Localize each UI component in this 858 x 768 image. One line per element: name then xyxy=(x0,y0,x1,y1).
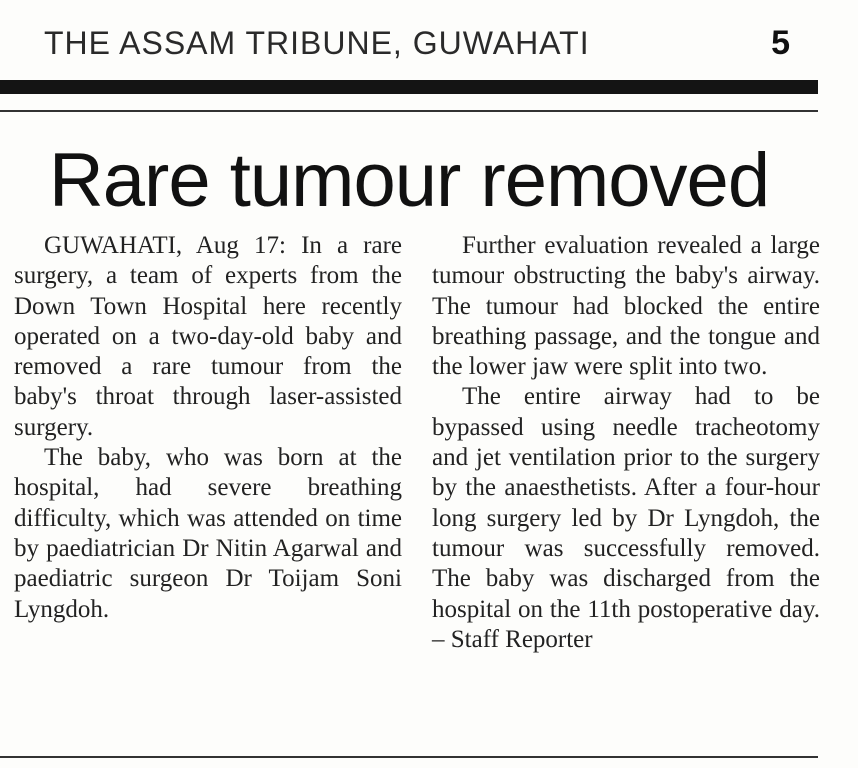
page-number: 5 xyxy=(771,23,790,62)
article-paragraph-4: The entire airway had to be bypassed using needle tracheotomy and jet ventilation prior to the surgery by the anaesthetists. After a four-hour long surgery led by Dr Lyngdoh, the tumour was successfully removed. The baby was discharged from the hospital on the 11th postoperative day. – Staff Reporter xyxy=(432,383,820,653)
article-headline: Rare tumour removed xyxy=(48,138,770,223)
dateline: GUWAHATI, Aug 17: xyxy=(44,232,286,259)
article-paragraph-2: The baby, who was born at the hospital, had severe breathing difficulty, which was attended on time by paediatrician Dr Nitin Agarwal and paediatric surgeon Dr Toijam Soni Lyngdoh. xyxy=(14,444,402,623)
article-paragraph-1 xyxy=(14,231,402,443)
article-column-right xyxy=(432,231,820,655)
paragraph-1-text: In a rare surgery, a team of experts from the Down Town Hospital here recently operated on a two-day-old baby and removed a rare tumour from the baby's throat through laser-assisted surgery. xyxy=(14,232,403,441)
thin-rule-divider xyxy=(0,110,818,112)
article-paragraph-3: Further evaluation revealed a large tumour obstructing the baby's airway. The tumour had blocked the entire breathing passage, and the tongue and the lower jaw were split into two. xyxy=(432,232,820,381)
newspaper-name: THE ASSAM TRIBUNE, GUWAHATI xyxy=(44,24,590,61)
masthead xyxy=(20,18,810,68)
bottom-rule-divider xyxy=(0,756,818,758)
article-column-left xyxy=(14,231,402,625)
thick-rule-divider xyxy=(0,80,818,94)
